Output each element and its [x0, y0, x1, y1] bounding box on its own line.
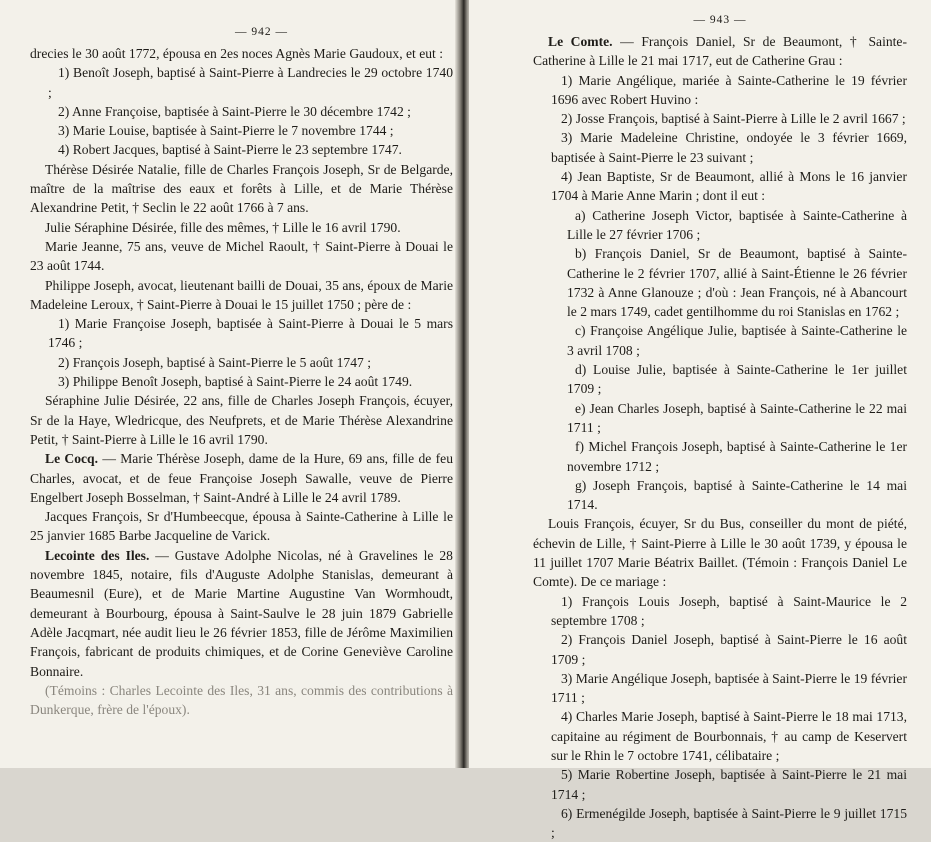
paragraph-text: 3) Philippe Benoît Joseph, baptisé à Saint-Pierre le 24 août 1749. [58, 374, 413, 390]
paragraph-text: a) Catherine Joseph Victor, baptisée à Sainte-Catherine à Lille le 27 février 1706 ; [567, 207, 907, 242]
paragraph-text: Jacques François, Sr d'Humbeecque, épousa à Sainte-Catherine à Lille le 25 janvier 1685 Barbe Jacqueline de Varick. [30, 509, 453, 544]
paragraph-text: Thérèse Désirée Natalie, fille de Charles François Joseph, Sr de Belgarde, maître de la maîtrise des eaux et forêts à Lille, et de Marie Thérèse Alexandrine Petit, † Seclin le 22 août 1766 à 7 ans. [30, 161, 453, 216]
paragraph [30, 237, 453, 276]
paragraph [30, 160, 453, 218]
paragraph [533, 244, 907, 321]
paragraph [533, 437, 907, 476]
paragraph [533, 514, 907, 591]
paragraph [30, 353, 453, 372]
paragraph [30, 44, 453, 63]
paragraph-text: 2) Anne Françoise, baptisée à Saint-Pierre le 30 décembre 1742 ; [58, 103, 411, 119]
paragraph [30, 102, 453, 121]
paragraph [533, 109, 907, 128]
paragraph [533, 32, 907, 71]
page-number: — 943 — [693, 14, 747, 26]
paragraph-text: Marie Jeanne, 75 ans, veuve de Michel Raoult, † Saint-Pierre à Douai le 23 août 1744. [30, 238, 453, 274]
paragraph-text: 5) Marie Robertine Joseph, baptisée à Saint-Pierre le 21 mai 1714 ; [551, 767, 907, 802]
paragraph [30, 314, 453, 353]
paragraph [533, 630, 907, 669]
paragraph-text: Julie Séraphine Désirée, fille des mêmes, † Lille le 16 avril 1790. [45, 219, 401, 235]
paragraph-text: 2) François Joseph, baptisé à Saint-Pierre le 5 août 1747 ; [58, 354, 371, 370]
paragraph-text: 4) Jean Baptiste, Sr de Beaumont, allié à Mons le 16 janvier 1704 à Marie Anne Marin ; dont il eut : [551, 169, 907, 204]
paragraph-text: 3) Marie Louise, baptisée à Saint-Pierre le 7 novembre 1744 ; [58, 123, 394, 139]
paragraph-text: (Témoins : Charles Lecointe des Iles, 31 ans, commis des contributions à Dunkerque, frère de l'époux). [30, 682, 453, 718]
paragraph [533, 128, 907, 167]
paragraph [533, 321, 907, 360]
paragraph-text: 3) Marie Angélique Joseph, baptisée à Saint-Pierre le 19 février 1711 ; [551, 670, 907, 706]
paragraph [30, 140, 453, 159]
paragraph-text: 1) Marie Françoise Joseph, baptisée à Saint-Pierre à Douai le 5 mars 1746 ; [48, 316, 453, 351]
paragraph-text: 1) Benoît Joseph, baptisé à Saint-Pierre à Landrecies le 29 octobre 1740 ; [48, 65, 453, 100]
paragraph [533, 476, 907, 515]
paragraph [30, 507, 453, 546]
paragraph-text: drecies le 30 août 1772, épousa en 2es noces Agnès Marie Gaudoux, et eut : [30, 46, 443, 61]
paragraph [30, 276, 453, 315]
paragraph [30, 681, 453, 720]
paragraph [533, 399, 907, 438]
paragraph-text: c) Françoise Angélique Julie, baptisée à Sainte-Catherine le 3 avril 1708 ; [567, 323, 907, 358]
paragraph-text: g) Joseph François, baptisé à Sainte-Catherine le 14 mai 1714. [567, 477, 907, 513]
paragraph-text: 3) Marie Madeleine Christine, ondoyée le 3 février 1669, baptisée à Saint-Pierre le 23 suivant ; [551, 130, 907, 165]
paragraph [533, 592, 907, 631]
paragraph [533, 167, 907, 206]
paragraph-text: — Marie Thérèse Joseph, dame de la Hure, 69 ans, fille de feu Charles, avocat, et de feue Françoise Joseph Sawalle, veuve de Pierre Engelbert Joseph Bosselman, † Saint-André à Lille le 24 avril 1789. [30, 451, 454, 505]
page-text [30, 44, 453, 719]
paragraph-text: 2) François Daniel Joseph, baptisé à Saint-Pierre le 16 août 1709 ; [551, 632, 907, 667]
paragraph [30, 218, 453, 237]
page-text [533, 32, 907, 842]
paragraph [533, 669, 907, 708]
paragraph [30, 372, 453, 391]
paragraph-text: e) Jean Charles Joseph, baptisé à Sainte-Catherine le 22 mai 1711 ; [567, 400, 907, 435]
paragraph-text: 1) François Louis Joseph, baptisé à Saint-Maurice le 2 septembre 1708 ; [551, 593, 907, 628]
paragraph [533, 765, 907, 804]
paragraph-text: d) Louise Julie, baptisée à Sainte-Catherine le 1er juillet 1709 ; [567, 362, 907, 397]
paragraph-text: 2) Josse François, baptisé à Saint-Pierre à Lille le 2 avril 1667 ; [561, 111, 906, 127]
paragraph [533, 71, 907, 110]
paragraph [30, 546, 453, 681]
paragraph-text: b) François Daniel, Sr de Beaumont, baptisé à Sainte-Catherine le 2 février 1707, allié à Saint-Étienne le 26 février 1732 à Anne Glanouze ; d'où : Jean François, né à Abancourt le 2 mars 1749, cadet gentilhomme du roi Stanislas en 1762 ; [567, 246, 907, 320]
paragraph [533, 804, 907, 842]
paragraph [533, 206, 907, 245]
left-page [0, 0, 461, 768]
paragraph-text: — François Daniel, Sr de Beaumont, † Sainte-Catherine à Lille le 21 mai 1717, eut de Catherine Grau : [533, 34, 907, 69]
paragraph-text: 4) Charles Marie Joseph, baptisé à Saint-Pierre le 18 mai 1713, capitaine au régiment de Bourbonnais, † au camp de Keservert sur le Rhin le 7 octobre 1741, célibataire ; [551, 709, 907, 763]
paragraph [533, 360, 907, 399]
paragraph-text: Louis François, écuyer, Sr du Bus, conseiller du mont de piété, échevin de Lille, † Saint-Pierre à Lille le 30 août 1739, y épousa le 11 juillet 1707 Marie Béatrix Baillet. (Témoin : François Daniel Le Comte). De ce mariage : [533, 516, 907, 590]
entry-heading: Le Comte. [548, 34, 613, 49]
paragraph [30, 63, 453, 102]
paragraph-text: f) Michel François Joseph, baptisé à Sainte-Catherine le 1er novembre 1712 ; [567, 439, 907, 474]
paragraph [30, 121, 453, 140]
right-page [469, 0, 931, 841]
paragraph-text: 6) Ermenégilde Joseph, baptisée à Saint-Pierre le 9 juillet 1715 ; [551, 805, 907, 841]
paragraph-text: 1) Marie Angélique, mariée à Sainte-Catherine le 19 février 1696 avec Robert Huvino : [551, 72, 907, 107]
entry-heading: Lecointe des Iles. [45, 547, 150, 563]
page-number: — 942 — [235, 26, 288, 38]
paragraph [30, 449, 453, 507]
paragraph [533, 707, 907, 765]
paragraph-text: Séraphine Julie Désirée, 22 ans, fille de Charles Joseph François, écuyer, Sr de la Haye, Wledricque, des Neufprets, et de Marie Thérèse Alexandrine Petit, † Saint-Pierre à Lille le 16 avril 1790. [30, 393, 453, 447]
paragraph-text: Philippe Joseph, avocat, lieutenant bailli de Douai, 35 ans, époux de Marie Madeleine Leroux, † Saint-Pierre à Douai le 15 juillet 1750 ; père de : [30, 277, 453, 312]
paragraph-text: — Gustave Adolphe Nicolas, né à Gravelines le 28 novembre 1845, notaire, fils d'Auguste Adolphe Stanislas, demeurant à Beaumesnil (Eure), et de Marie Martine Augustine Van Wormhoudt, demeurant à Bourbourg, épousa à Saint-Saulve le 28 juin 1879 Gabrielle Adèle Jacqmart, née audit lieu le 26 février 1853, fille de Jérôme Maximilien François, fabricant de produits chimiques, et de Corine Geneviève Caroline Bonnaire. [30, 547, 453, 679]
entry-heading: Le Cocq. [45, 451, 99, 467]
paragraph-text: 4) Robert Jacques, baptisé à Saint-Pierre le 23 septembre 1747. [58, 142, 402, 158]
paragraph [30, 391, 453, 449]
